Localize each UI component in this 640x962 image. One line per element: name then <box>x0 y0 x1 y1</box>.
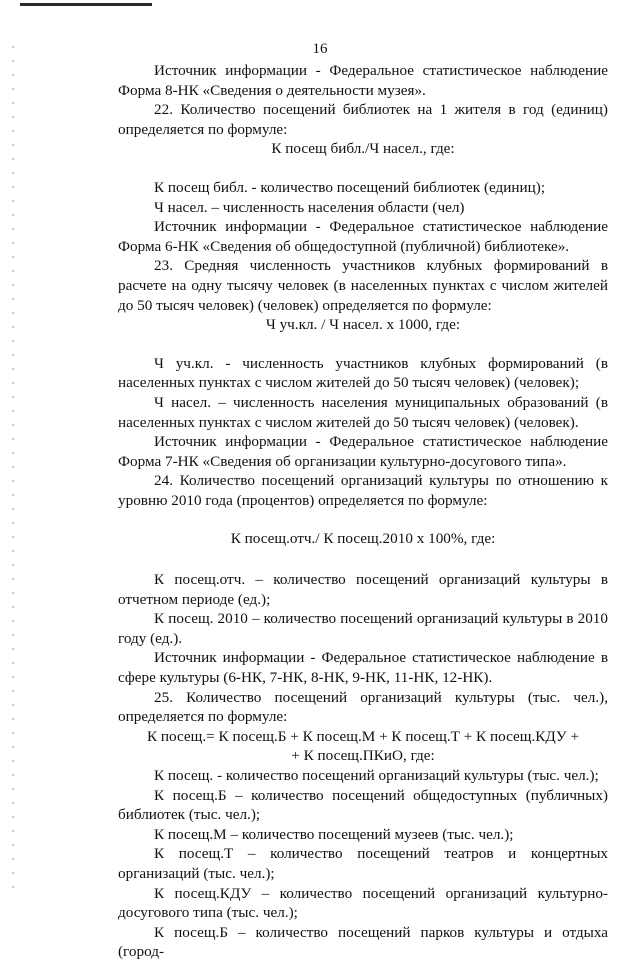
formula-total-visits-line1: К посещ.= К посещ.Б + К посещ.М + К посещ.Т + К посещ.КДУ + <box>146 727 580 745</box>
formula-total-visits-line2: + К посещ.ПКиО, где: <box>291 747 435 765</box>
definition-club-participants: Ч уч.кл. - численность участников клубных формирований (в населенных пунктах с числом жителей до 50 тысяч человек) (человек); <box>118 354 608 392</box>
paragraph-item-23: 23. Средняя численность участников клубных формирований в расчете на одну тысячу человек (в населенных пунктах с числом жителей до 50 тысяч человек) (человек) определяется по формуле: <box>118 257 608 314</box>
definition-park-visits: К посещ.Б – количество посещений парков культуры и отдыха (город- <box>118 923 608 961</box>
document-body <box>118 61 608 962</box>
top-border-rule <box>20 3 152 6</box>
definition-theatre-visits: К посещ.Т – количество посещений театров и концертных организаций (тыс. чел.); <box>118 845 608 882</box>
definition-population: Ч насел. – численность населения области (чел) <box>154 198 465 216</box>
formula-library-visits: К посещ библ./Ч насел., где: <box>271 140 455 158</box>
paragraph-source-culture-forms: Источник информации - Федеральное статистическое наблюдение в сфере культуры (6-НК, 7-НК, 8-НК, 9-НК, 11-НК, 12-НК). <box>118 649 608 687</box>
paragraph-item-25: 25. Количество посещений организаций культуры (тыс. чел.), определяется по формуле: <box>118 688 608 726</box>
paragraph-source-8nk: Источник информации - Федеральное статистическое наблюдение Форма 8-НК «Сведения о деятельности музея». <box>118 62 608 99</box>
definition-visits-report: К посещ.отч. – количество посещений организаций культуры в отчетном периоде (ед.); <box>118 571 608 608</box>
definition-kdu-visits: К посещ.КДУ – количество посещений организаций культурно-досугового типа (тыс. чел.); <box>118 884 608 922</box>
paragraph-item-24: 24. Количество посещений организаций культуры по отношению к уровню 2010 года (процентов) определяется по формуле: <box>118 472 608 509</box>
paragraph-source-7nk: Источник информации - Федеральное статистическое наблюдение Форма 7-НК «Сведения об организации культурно-досугового типа». <box>118 433 608 470</box>
scan-margin-dots <box>12 40 14 890</box>
formula-club-participants: Ч уч.кл. / Ч насел. x 1000, где: <box>265 316 461 334</box>
definition-library-visits: К посещ библ. - количество посещений библиотек (единиц); <box>154 178 546 196</box>
paragraph-source-6nk: Источник информации - Федеральное статистическое наблюдение Форма 6-НК «Сведения об общедоступной (публичной) библиотеке». <box>118 218 608 255</box>
definition-library-visits-b: К посещ.Б – количество посещений общедоступных (публичных) библиотек (тыс. чел.); <box>118 786 608 824</box>
definition-municipal-population: Ч насел. – численность населения муниципальных образований (в населенных пунктах с числом жителей до 50 тысяч человек) (человек). <box>118 393 608 431</box>
definition-museum-visits: К посещ.М – количество посещений музеев (тыс. чел.); <box>154 825 514 843</box>
page-number: 16 <box>312 41 328 57</box>
formula-visits-vs-2010: К посещ.отч./ К посещ.2010 x 100%, где: <box>230 530 496 548</box>
definition-total-visits: К посещ. - количество посещений организаций культуры (тыс. чел.); <box>154 767 599 784</box>
paragraph-item-22: 22. Количество посещений библиотек на 1 жителя в год (единиц) определяется по формуле: <box>118 101 608 138</box>
definition-visits-2010: К посещ. 2010 – количество посещений организаций культуры в 2010 году (ед.). <box>118 610 608 647</box>
